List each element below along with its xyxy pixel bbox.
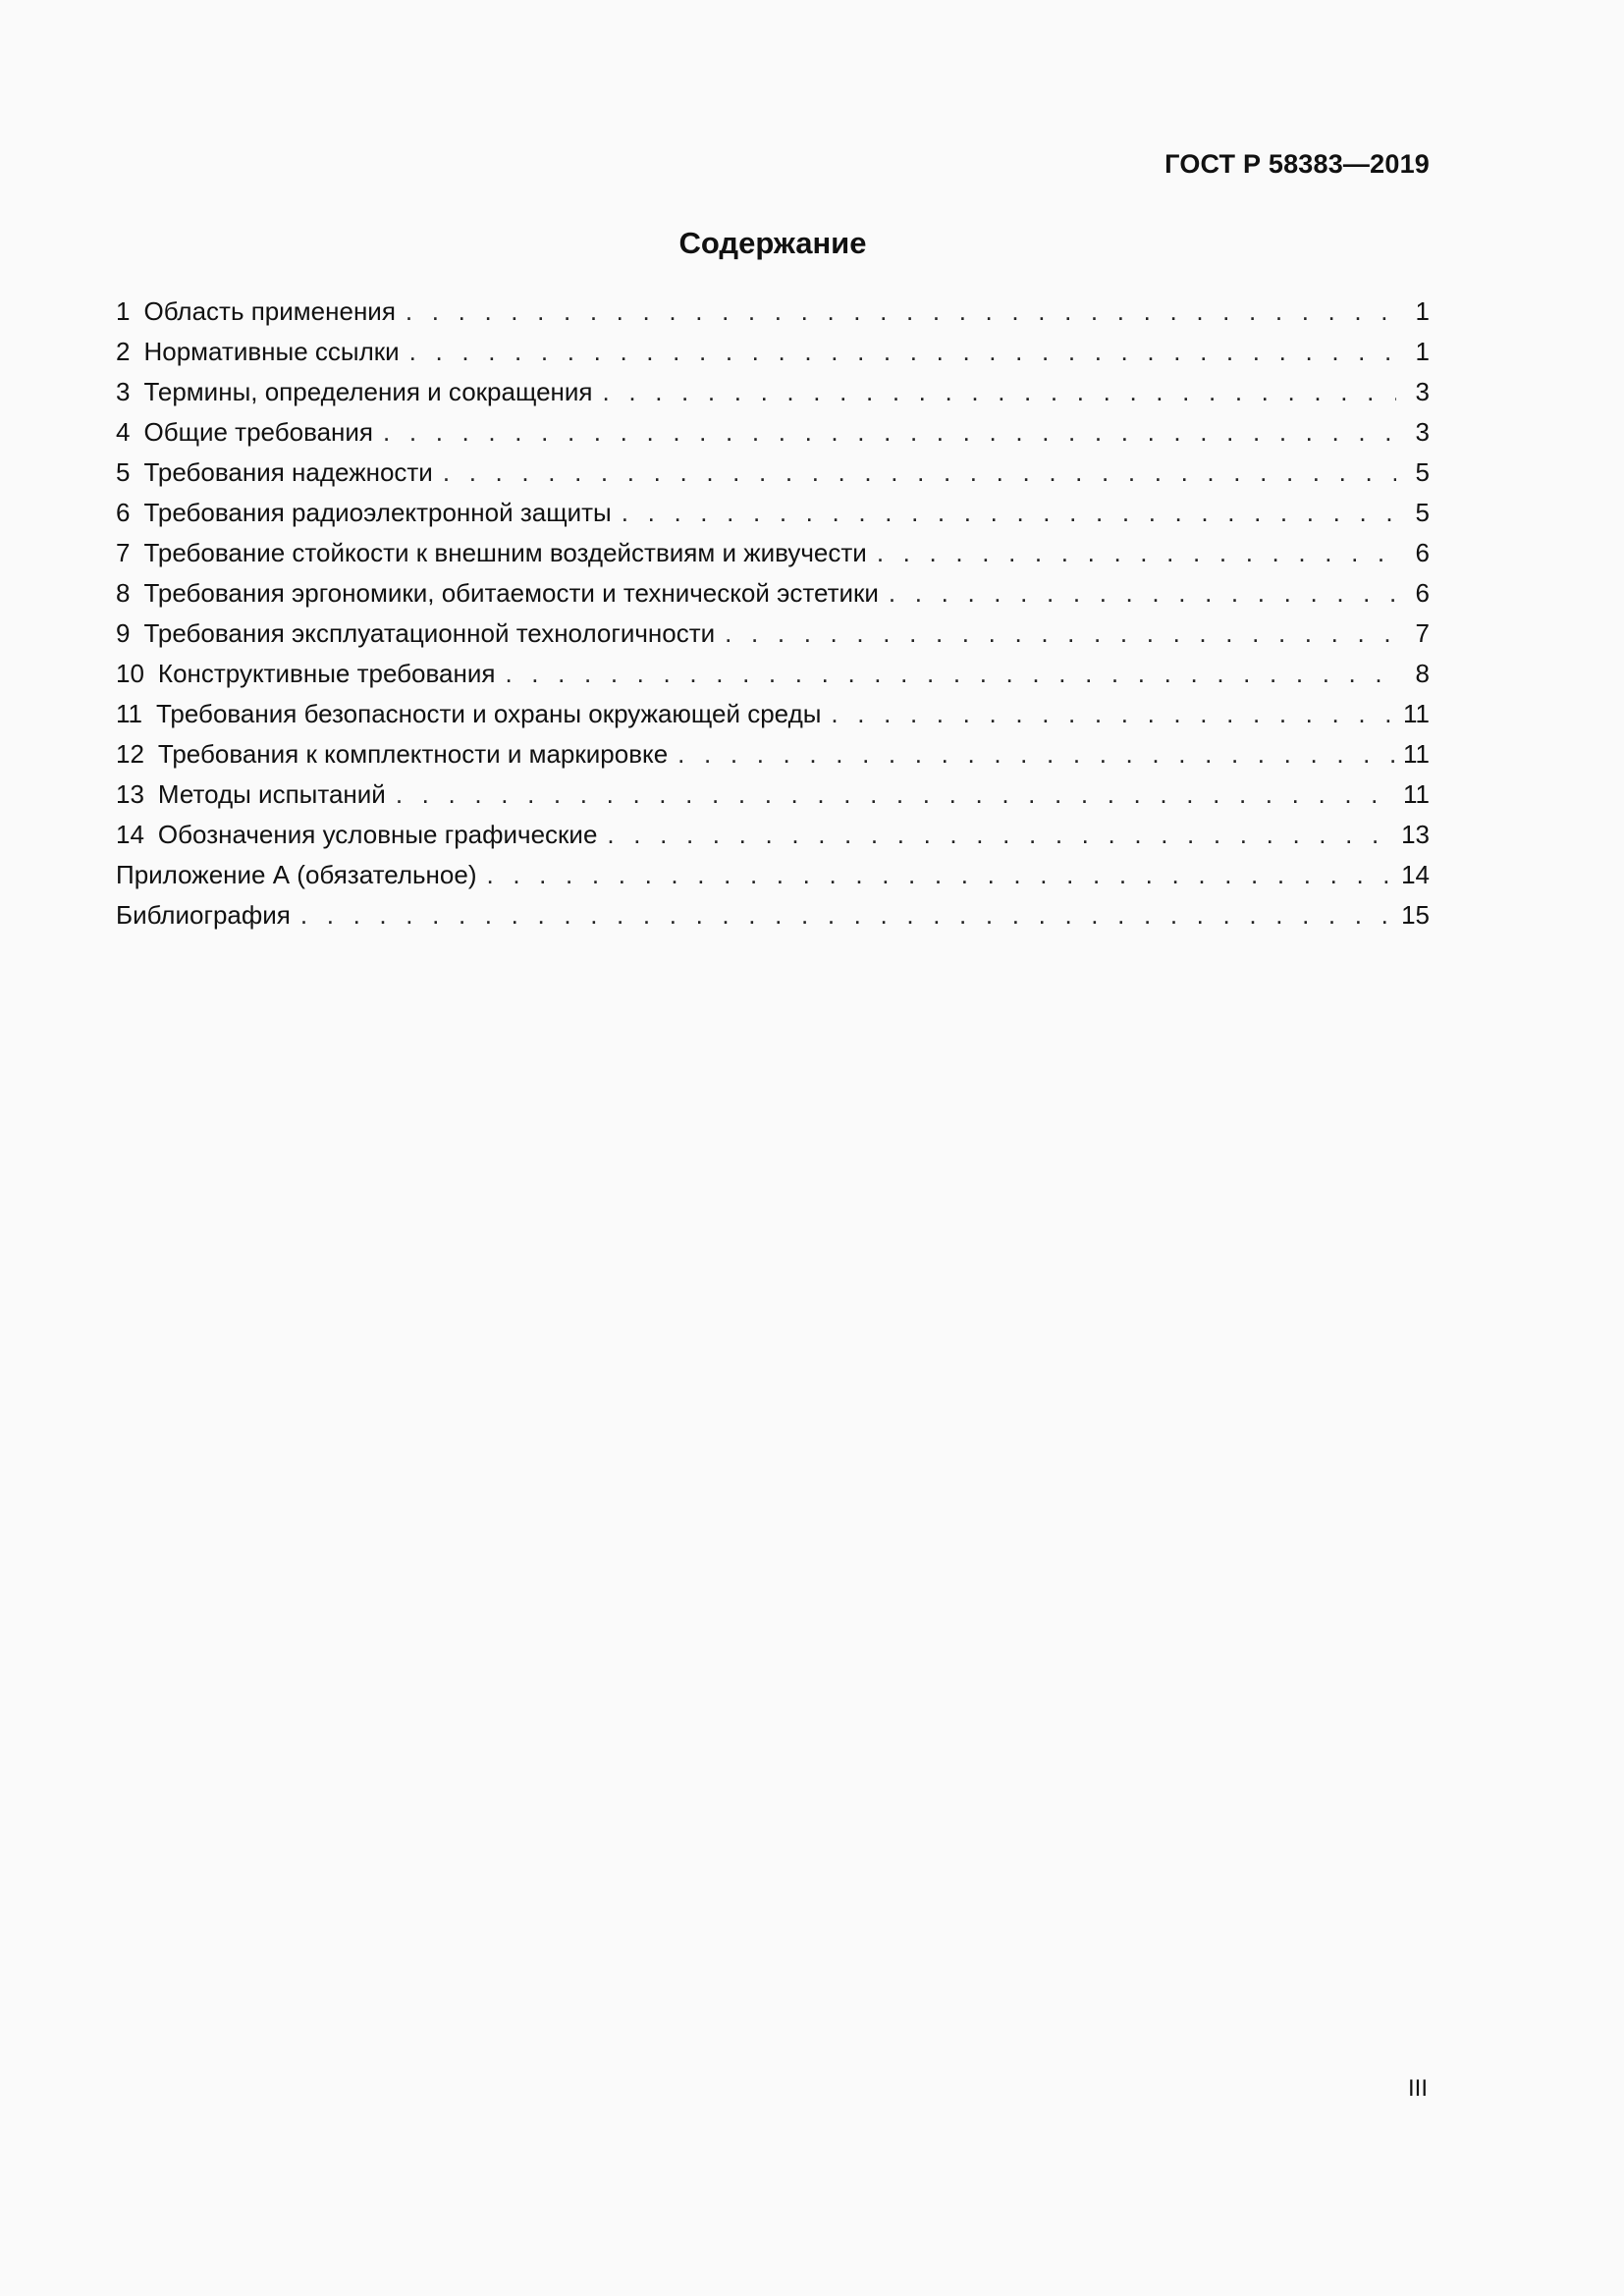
toc-entry-12[interactable]	[116, 734, 1430, 774]
toc-entry-1[interactable]	[116, 292, 1430, 332]
toc-entry-bibliography[interactable]	[116, 895, 1430, 935]
toc-entry-number: 3	[116, 377, 131, 406]
toc-entry-title: Требования к комплектности и маркировке	[157, 739, 669, 769]
toc-entry-page: 11	[1403, 739, 1430, 769]
toc-dot-leader	[300, 895, 1393, 935]
toc-dot-leader	[725, 614, 1396, 654]
toc-dot-leader	[877, 533, 1396, 573]
toc-entry-number: 13	[116, 779, 144, 809]
toc-entry-14[interactable]	[116, 815, 1430, 855]
toc-entry-title: Требования радиоэлектронной защиты	[143, 498, 612, 527]
toc-entry-title: Требования эргономики, обитаемости и технической эстетики	[143, 578, 879, 608]
toc-entry-page: 1	[1415, 296, 1430, 326]
toc-entry-7[interactable]	[116, 533, 1430, 573]
toc-entry-title: Обозначения условные графические	[157, 820, 598, 849]
toc-dot-leader	[607, 815, 1393, 855]
page-number: III	[1407, 2075, 1428, 2102]
toc-entry-8[interactable]	[116, 573, 1430, 614]
toc-entry-appendix-a[interactable]	[116, 855, 1430, 895]
toc-entry-number: 9	[116, 618, 131, 648]
toc-entry-number: 12	[116, 739, 144, 769]
toc-entry-title: Требования эксплуатационной технологичности	[143, 618, 716, 648]
toc-dot-leader	[443, 453, 1396, 493]
toc-entry-page: 3	[1415, 377, 1430, 406]
toc-entry-10[interactable]	[116, 654, 1430, 694]
toc-entry-number: 11	[116, 699, 142, 728]
toc-entry-title: Требования надежности	[143, 457, 433, 487]
toc-entry-5[interactable]	[116, 453, 1430, 493]
toc-entry-page: 15	[1401, 900, 1430, 930]
toc-entry-number: 7	[116, 538, 131, 567]
toc-dot-leader	[486, 855, 1393, 895]
toc-dot-leader	[396, 774, 1395, 815]
toc-entry-title: Нормативные ссылки	[143, 337, 400, 366]
toc-entry-page: 11	[1403, 779, 1430, 809]
toc-entry-number: 14	[116, 820, 144, 849]
toc-entry-number: 4	[116, 417, 131, 447]
toc-entry-page: 8	[1415, 659, 1430, 688]
toc-entry-page: 14	[1401, 860, 1430, 889]
toc-entry-6[interactable]	[116, 493, 1430, 533]
toc-entry-number: 5	[116, 457, 131, 487]
toc-entry-page: 5	[1415, 498, 1430, 527]
toc-entry-title: Библиография	[116, 900, 291, 930]
toc-entry-page: 5	[1415, 457, 1430, 487]
toc-entry-number: 2	[116, 337, 131, 366]
toc-entry-page: 13	[1401, 820, 1430, 849]
toc-entry-title: Требование стойкости к внешним воздействиям и живучести	[143, 538, 867, 567]
table-of-contents	[116, 292, 1430, 935]
toc-dot-leader	[889, 573, 1396, 614]
toc-dot-leader	[603, 372, 1397, 412]
toc-dot-leader	[505, 654, 1396, 694]
toc-entry-3[interactable]	[116, 372, 1430, 412]
toc-entry-number: 10	[116, 659, 144, 688]
toc-entry-page: 1	[1415, 337, 1430, 366]
toc-entry-title: Требования безопасности и охраны окружающей среды	[156, 699, 822, 728]
toc-dot-leader	[383, 412, 1396, 453]
toc-entry-number: 1	[116, 296, 131, 326]
toc-title: Содержание	[678, 226, 867, 260]
toc-entry-page: 3	[1415, 417, 1430, 447]
toc-entry-number: 8	[116, 578, 131, 608]
toc-entry-number: 6	[116, 498, 131, 527]
toc-entry-13[interactable]	[116, 774, 1430, 815]
toc-entry-title: Термины, определения и сокращения	[143, 377, 593, 406]
toc-entry-title: Конструктивные требования	[157, 659, 496, 688]
toc-entry-page: 11	[1403, 699, 1430, 728]
toc-dot-leader	[831, 694, 1395, 734]
toc-dot-leader	[622, 493, 1396, 533]
toc-entry-title: Область применения	[143, 296, 396, 326]
toc-dot-leader	[406, 292, 1396, 332]
toc-entry-page: 7	[1415, 618, 1430, 648]
toc-entry-title: Методы испытаний	[157, 779, 386, 809]
toc-entry-4[interactable]	[116, 412, 1430, 453]
toc-entry-11[interactable]	[116, 694, 1430, 734]
toc-entry-2[interactable]	[116, 332, 1430, 372]
document-code: ГОСТ Р 58383—2019	[1164, 149, 1430, 179]
toc-dot-leader	[409, 332, 1396, 372]
toc-dot-leader	[677, 734, 1395, 774]
toc-entry-page: 6	[1415, 538, 1430, 567]
toc-entry-title: Приложение А (обязательное)	[116, 860, 477, 889]
toc-entry-9[interactable]	[116, 614, 1430, 654]
toc-entry-title: Общие требования	[143, 417, 374, 447]
toc-entry-page: 6	[1415, 578, 1430, 608]
